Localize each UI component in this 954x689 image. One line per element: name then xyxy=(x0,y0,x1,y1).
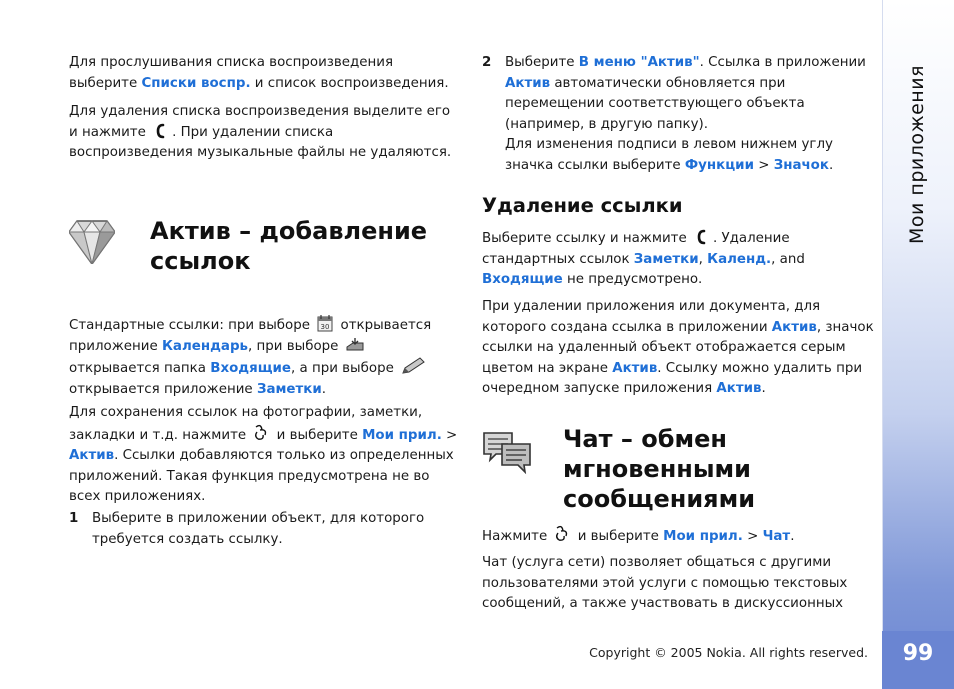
link-active[interactable]: Актив xyxy=(771,319,817,335)
link-chat[interactable]: Чат xyxy=(762,529,791,544)
page-number: 99 xyxy=(902,641,934,666)
chat-bubbles-icon xyxy=(482,430,534,476)
link-active[interactable]: Актив xyxy=(69,448,115,463)
step-text: Выберите в приложении объект, для которого требуется создать ссылку. xyxy=(92,511,425,547)
copyright-notice: Copyright © 2005 Nokia. All rights reserved. xyxy=(589,645,868,660)
clear-key-icon xyxy=(693,229,711,245)
link-inbox[interactable]: Входящие xyxy=(210,361,291,376)
link-my-apps[interactable]: Мои прил. xyxy=(362,427,442,443)
chapter-title: Мои приложения xyxy=(906,64,928,244)
link-notes[interactable]: Заметки xyxy=(256,381,322,397)
link-playlists[interactable]: Списки воспр. xyxy=(141,75,251,91)
link-options[interactable]: Функции xyxy=(684,157,754,173)
heading-remove-shortcut: Удаление ссылки xyxy=(482,194,683,217)
link-notes[interactable]: Заметки xyxy=(633,251,699,267)
step-2 xyxy=(482,53,874,176)
link-active[interactable]: Актив xyxy=(612,360,658,376)
heading-chat: Чат – обмен мгновенными сообщениями xyxy=(563,425,756,513)
paragraph-default-shortcuts: Стандартные ссылки: при выборе 30 открывается приложение Календарь, при выборе открывается папка Входящие, а при выборе открывается приложение Заметки. xyxy=(69,314,461,400)
link-inbox[interactable]: Входящие xyxy=(482,272,563,287)
paragraph-playlist-listen: Для прослушивания списка воспроизведения выберите Списки воспр. и список воспроизведения. xyxy=(69,55,449,91)
link-calendar[interactable]: Календарь xyxy=(161,338,248,354)
paragraph-playlist-delete: Для удаления списка воспроизведения выделите его и нажмите . При удалении списка воспроизведения музыкальные файлы не удаляются. xyxy=(69,104,452,160)
step-number: 1 xyxy=(69,511,79,526)
link-icon[interactable]: Значок xyxy=(773,157,829,173)
paragraph-chat-description: Чат (услуга сети) позволяет общаться с другими пользователями этой услуги с помощью текстовых сообщений, а также участвовать в дискуссионных xyxy=(482,555,848,611)
step-text: Выберите В меню "Актив". Ссылка в приложении Актив автоматически обновляется при перемещении соответствующего объекта (например, в другую папку). Для изменения подписи в левом нижнем углу значка ссылки выберите Функции > Значок. xyxy=(505,55,866,173)
clear-key-icon xyxy=(152,123,170,139)
menu-key-icon xyxy=(252,424,270,442)
paragraph-deleted-app: При удалении приложения или документа, для которого создана ссылка в приложении Актив, значок ссылки на удаленный объект отображается серым цветом на экране Актив. Ссылку можно удалить при очередном запуске приложения Актив. xyxy=(482,299,874,396)
link-active-menu[interactable]: В меню "Актив" xyxy=(578,55,700,70)
step-number: 2 xyxy=(482,55,492,70)
paragraph-save-shortcuts: Для сохранения ссылок на фотографии, заметки, закладки и т.д. нажмите и выберите Мои прил. > Актив. Ссылки добавляются только из определенных приложений. Такая функция предусмотрена не во всех приложениях. xyxy=(69,405,458,504)
step-1 xyxy=(69,509,461,550)
link-calendar-short[interactable]: Календ. xyxy=(707,251,772,267)
diamond-icon xyxy=(69,220,115,264)
link-my-apps[interactable]: Мои прил. xyxy=(663,529,743,544)
paragraph-remove-shortcut: Выберите ссылку и нажмите . Удаление стандартных ссылок Заметки, Календ., and Входящие не предусмотрено. xyxy=(482,231,805,287)
inbox-icon xyxy=(345,337,365,353)
svg-text:30: 30 xyxy=(320,323,330,331)
menu-key-icon xyxy=(553,525,571,543)
heading-shortcuts: Актив – добавление ссылок xyxy=(150,217,428,275)
paragraph-open-chat: Нажмите и выберите Мои прил. > Чат. xyxy=(482,525,874,548)
link-active[interactable]: Актив xyxy=(716,381,762,396)
calendar-icon xyxy=(316,314,334,332)
link-active[interactable]: Актив xyxy=(505,75,551,91)
pencil-icon xyxy=(400,357,426,375)
